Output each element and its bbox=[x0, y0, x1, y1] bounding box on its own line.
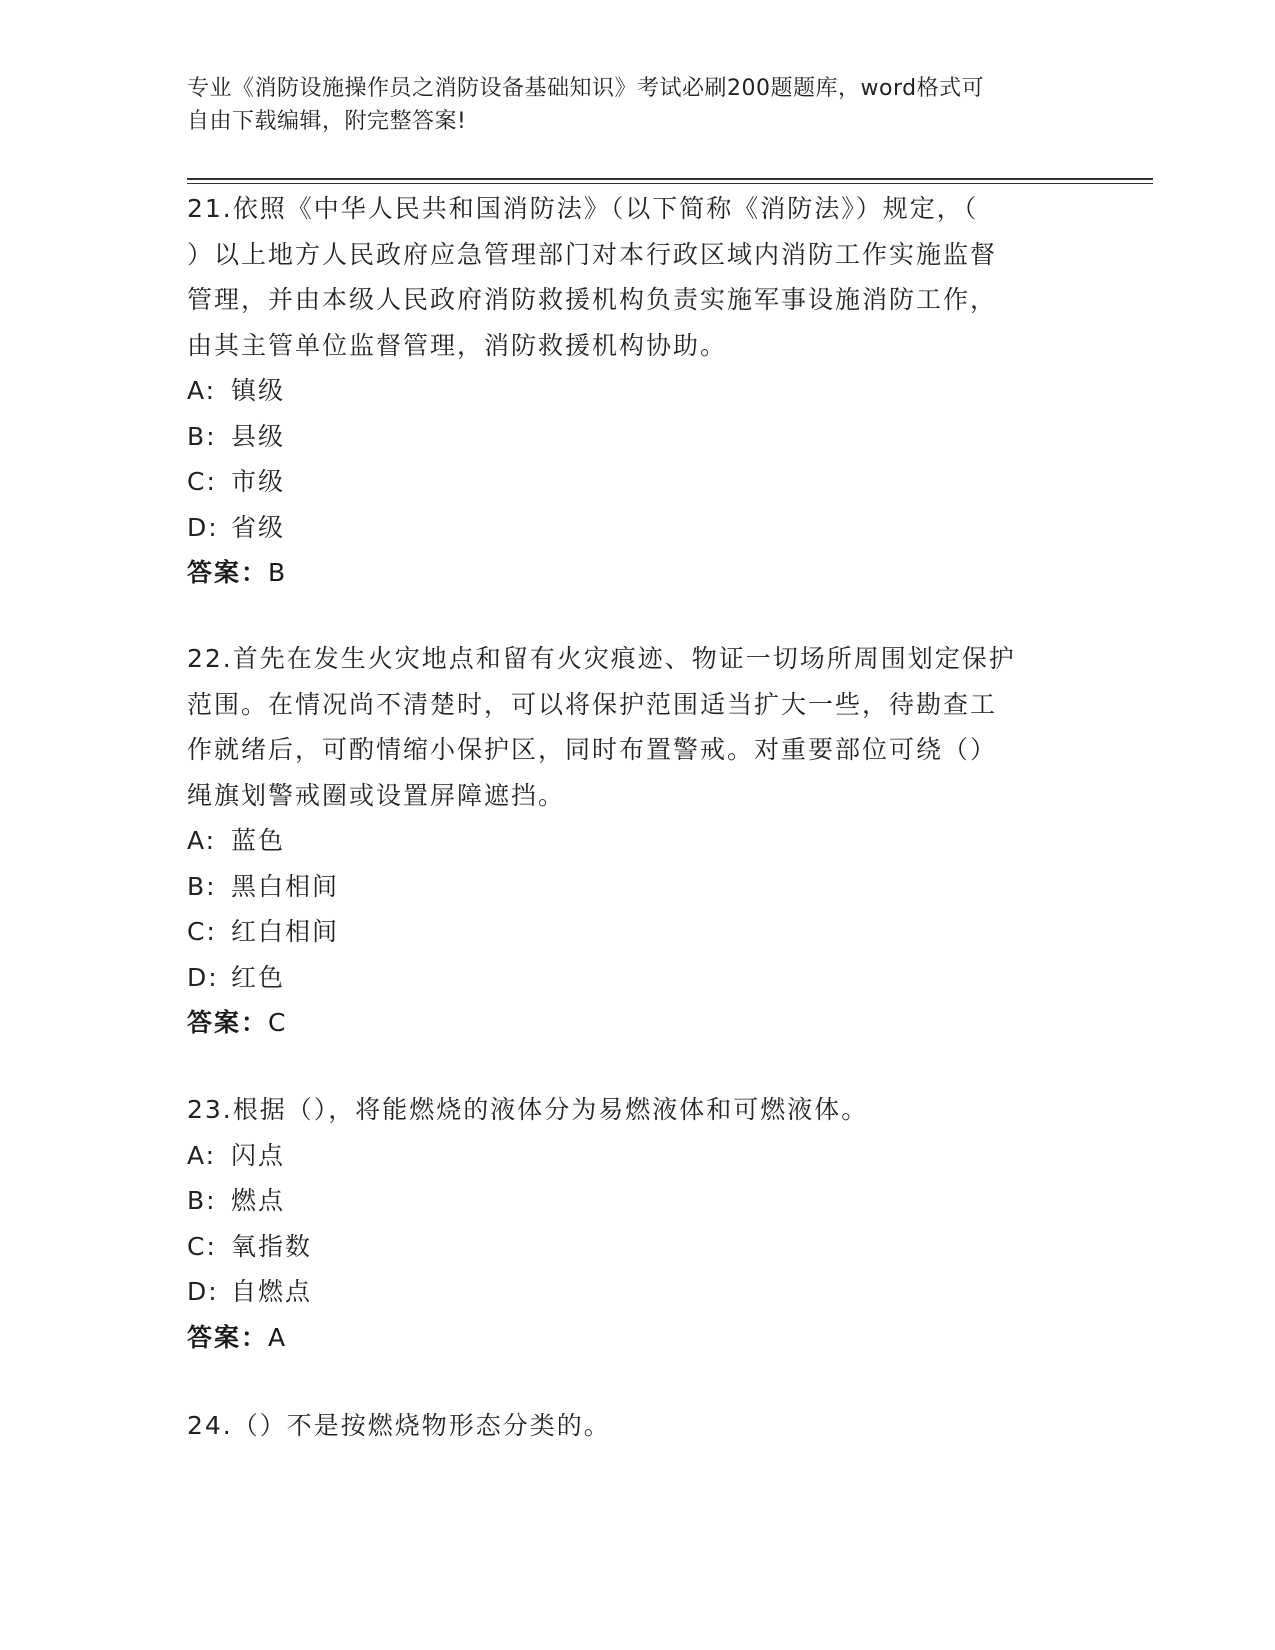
option-text: 黑白相间 bbox=[231, 871, 340, 901]
option-letter: D: bbox=[187, 512, 219, 542]
question-text-line: 21.依照《中华人民共和国消防法》（以下简称《消防法》）规定，（ bbox=[187, 194, 979, 223]
option-text: 氧指数 bbox=[231, 1231, 313, 1261]
option-text: 县级 bbox=[231, 421, 286, 451]
answer-line bbox=[187, 550, 1067, 596]
header-line-1: 专业《消防设施操作员之消防设备基础知识》考试必刷200题题库，word格式可 bbox=[187, 76, 985, 101]
option-d bbox=[187, 505, 1067, 551]
option-b bbox=[187, 864, 1067, 910]
option-letter: A: bbox=[187, 826, 217, 855]
question-text-line: 管理，并由本级人民政府消防救援机构负责实施军事设施消防工作， bbox=[187, 285, 998, 314]
question-23 bbox=[187, 1087, 1067, 1360]
option-letter: D: bbox=[187, 962, 219, 992]
option-letter: C: bbox=[187, 917, 217, 946]
option-letter: A: bbox=[187, 1140, 217, 1170]
question-text-line: 由其主管单位监督管理，消防救援机构协助。 bbox=[187, 330, 728, 360]
answer-value: C bbox=[268, 1008, 288, 1037]
answer-value: B bbox=[268, 558, 288, 587]
option-letter: B: bbox=[187, 1186, 217, 1215]
option-text: 市级 bbox=[231, 467, 286, 496]
option-letter: D: bbox=[187, 1277, 219, 1306]
question-text-line: 范围。在情况尚不清楚时，可以将保护范围适当扩大一些，待勘查工 bbox=[187, 689, 998, 719]
question-text-line: 绳旗划警戒圈或设置屏障遮挡。 bbox=[187, 780, 566, 810]
option-a bbox=[187, 818, 1067, 864]
option-c bbox=[187, 459, 1067, 505]
header-divider-thick bbox=[187, 178, 1153, 180]
option-b bbox=[187, 1178, 1067, 1224]
option-text: 闪点 bbox=[231, 1140, 286, 1170]
option-d bbox=[187, 1269, 1067, 1315]
answer-label: 答案： bbox=[187, 1322, 269, 1352]
answer-line bbox=[187, 1315, 1067, 1361]
question-text-line: 23.根据（），将能燃烧的液体分为易燃液体和可燃液体。 bbox=[187, 1095, 869, 1124]
answer-label: 答案： bbox=[187, 558, 269, 587]
option-a bbox=[187, 368, 1067, 414]
question-text-line: ）以上地方人民政府应急管理部门对本行政区域内消防工作实施监督 bbox=[187, 239, 998, 269]
option-text: 燃点 bbox=[231, 1186, 286, 1215]
option-b bbox=[187, 414, 1067, 460]
option-letter: A: bbox=[187, 376, 217, 405]
answer-value: A bbox=[268, 1322, 288, 1352]
header-line-2: 自由下载编辑，附完整答案! bbox=[187, 109, 467, 134]
option-text: 红白相间 bbox=[231, 917, 340, 946]
answer-label: 答案： bbox=[187, 1008, 269, 1037]
document-header bbox=[187, 72, 1067, 138]
option-letter: B: bbox=[187, 421, 217, 451]
question-text-line: 22.首先在发生火灾地点和留有火灾痕迹、物证一切场所周围划定保护 bbox=[187, 644, 1016, 673]
option-text: 自燃点 bbox=[231, 1277, 313, 1306]
option-d bbox=[187, 955, 1067, 1001]
option-letter: C: bbox=[187, 467, 217, 496]
option-a bbox=[187, 1133, 1067, 1179]
option-text: 蓝色 bbox=[231, 826, 286, 855]
question-text-line: 24.（）不是按燃烧物形态分类的。 bbox=[187, 1411, 611, 1440]
option-letter: C: bbox=[187, 1231, 217, 1261]
header-divider-thin bbox=[187, 183, 1153, 184]
option-letter: B: bbox=[187, 871, 217, 901]
option-c bbox=[187, 1224, 1067, 1270]
option-text: 红色 bbox=[231, 962, 286, 992]
question-text-line: 作就绪后，可酌情缩小保护区，同时布置警戒。对重要部位可绕（） bbox=[187, 735, 998, 764]
question-21 bbox=[187, 186, 1067, 596]
option-text: 省级 bbox=[231, 512, 286, 542]
answer-line bbox=[187, 1000, 1067, 1046]
question-22 bbox=[187, 636, 1067, 1046]
option-c bbox=[187, 909, 1067, 955]
question-24 bbox=[187, 1403, 1067, 1449]
option-text: 镇级 bbox=[231, 376, 286, 405]
